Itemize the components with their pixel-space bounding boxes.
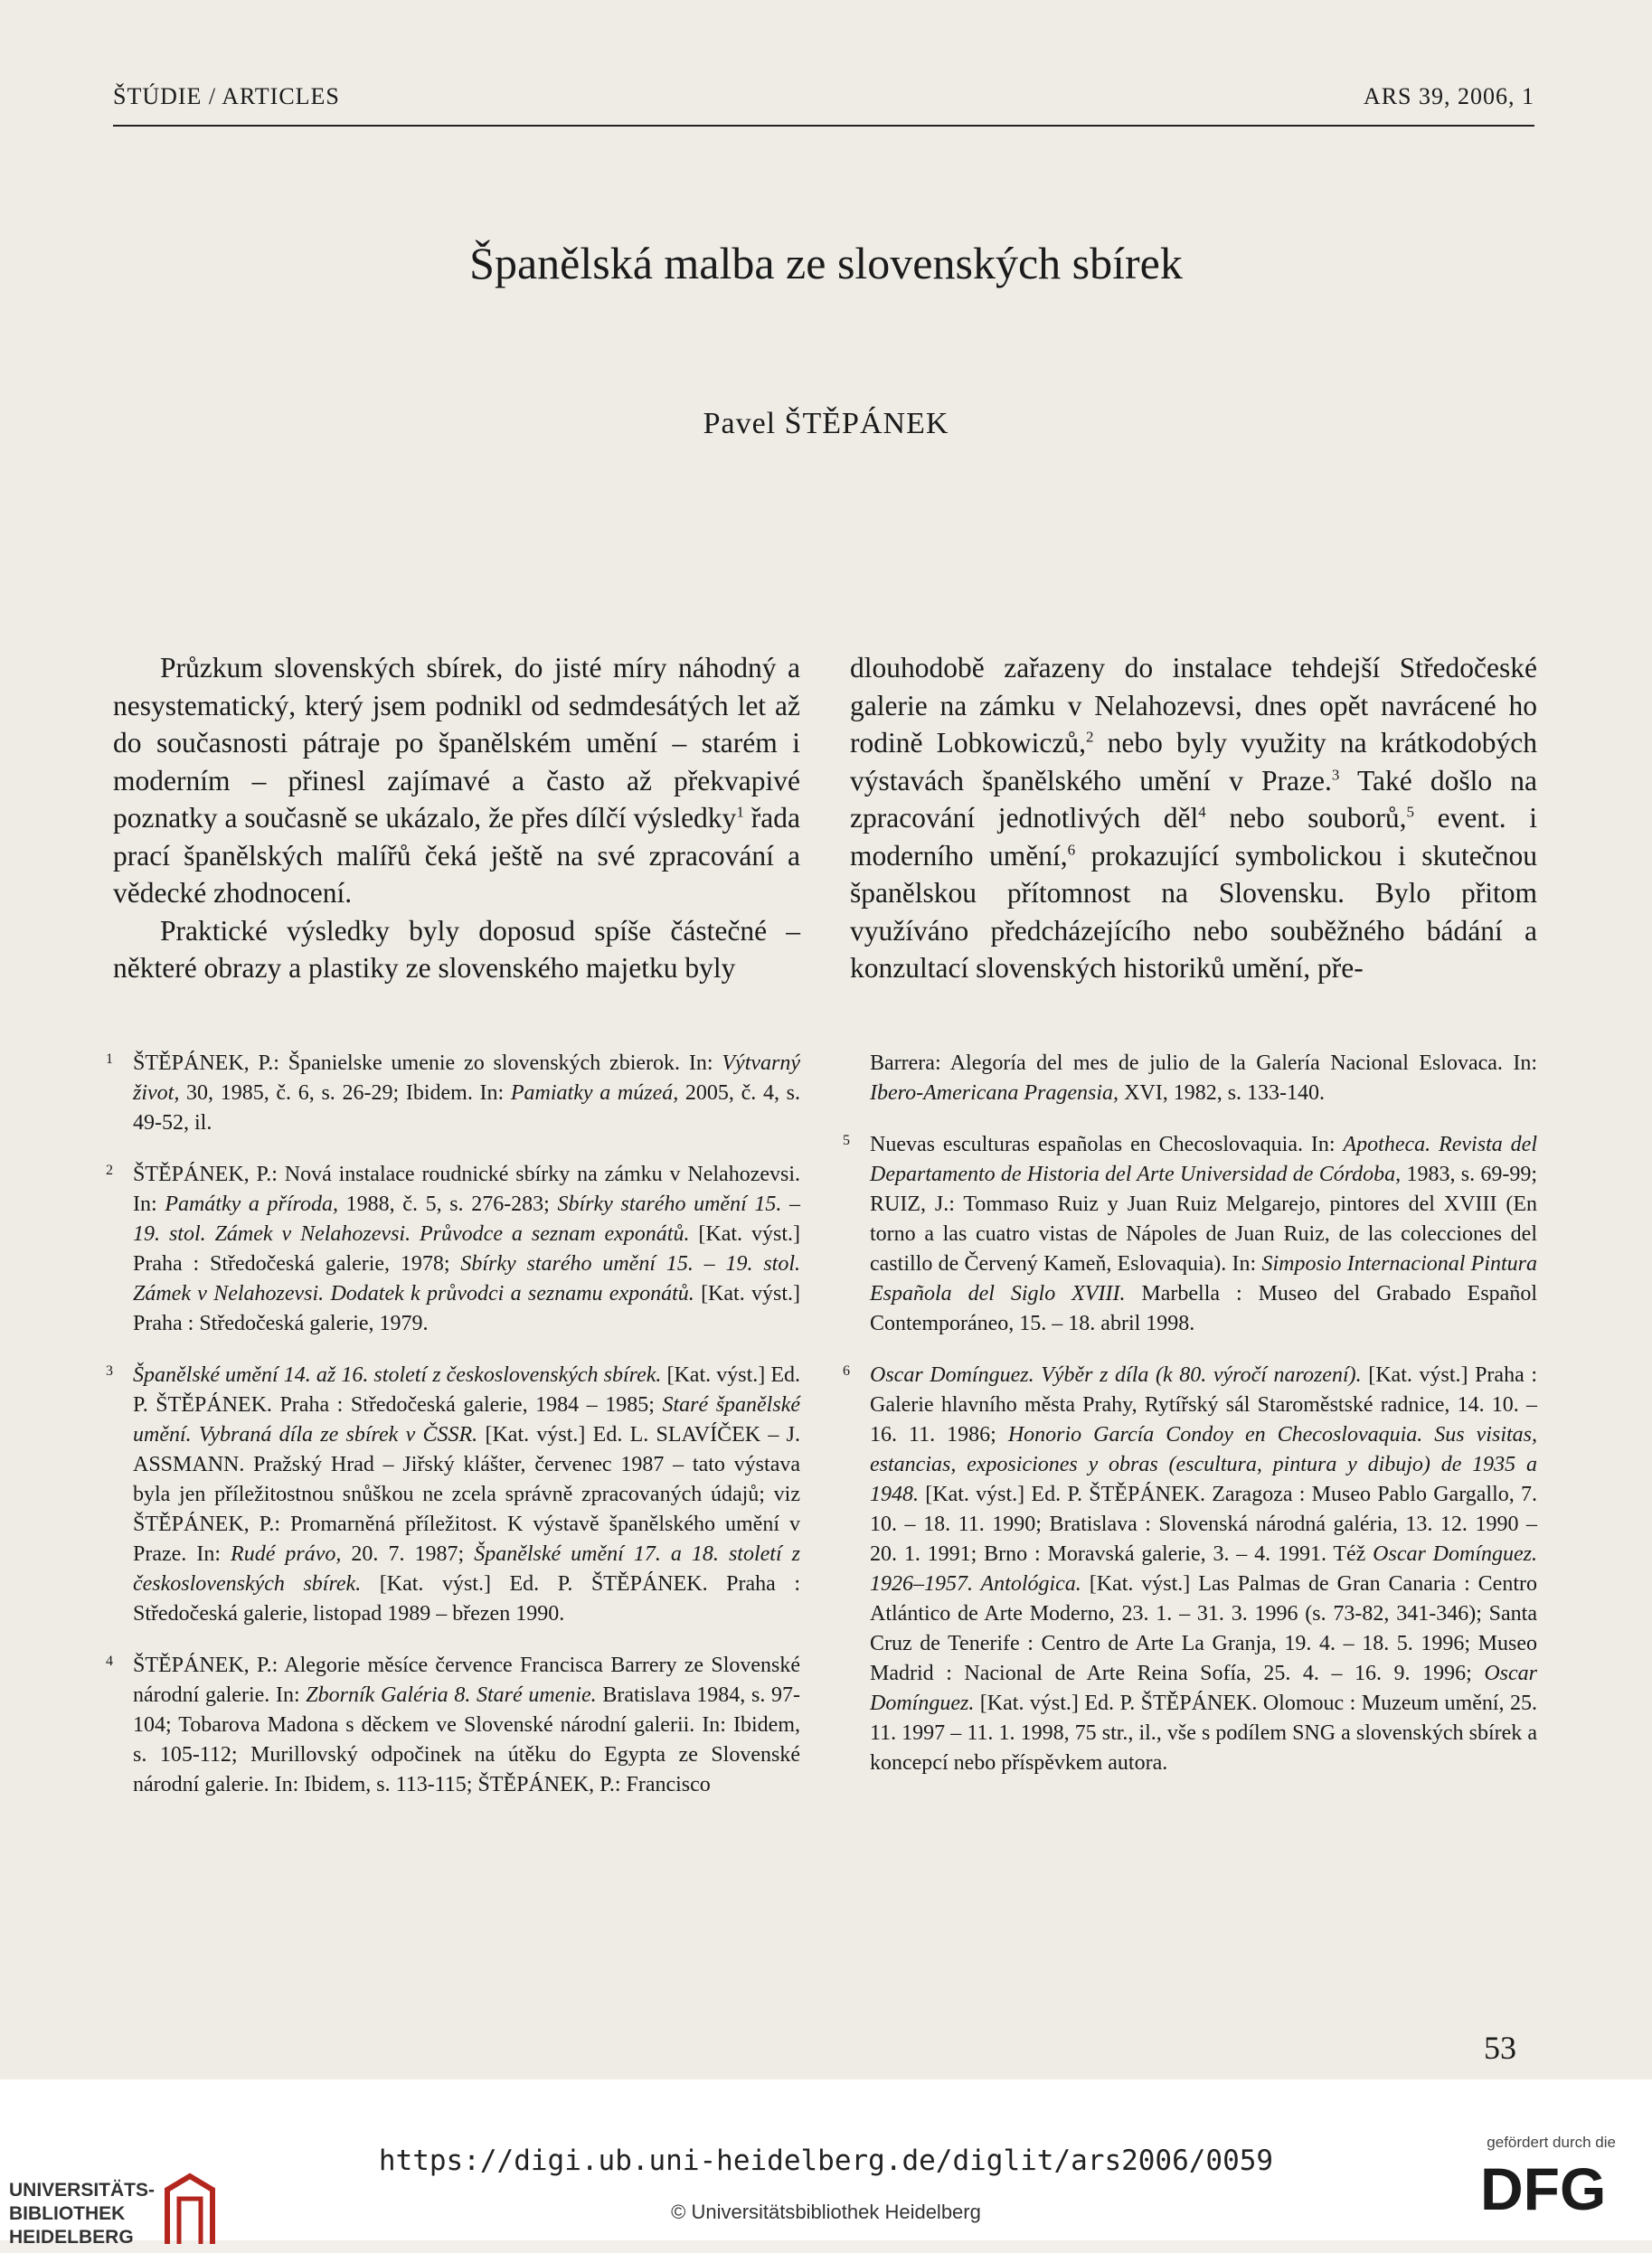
footnote-ref-5[interactable]: 5 [1406, 803, 1415, 821]
digitization-footer [0, 2079, 1652, 2248]
article-title: Španělská malba ze slovenských sbírek [469, 238, 1183, 288]
body-column-left [113, 649, 800, 987]
dfg-logo-icon[interactable] [1480, 2157, 1616, 2220]
running-header-section: ŠTÚDIE / ARTICLES [113, 83, 340, 109]
footnote-ref-2[interactable]: 2 [1085, 728, 1094, 746]
footnote-ref-4[interactable]: 4 [1198, 803, 1206, 821]
page-number: 53 [1484, 2030, 1516, 2066]
body-column-right [850, 649, 1537, 987]
running-header-issue: ARS 39, 2006, 1 [1363, 83, 1534, 109]
footnote-number: 1 [106, 1051, 113, 1067]
footnote-number: 3 [106, 1363, 113, 1379]
footnote-6: 6 Oscar Domínguez. Výběr z díla (k 80. výročí narození). [Kat. výst.] Praha : Galerie hlavního města Prahy, Rytířský sál Staroměstské radnice, 14. 10. – 16. 11. 1986; Honorio García Condoy en Checoslovaquia. Sus visitas, estancias, exposiciones y obras (escultura, pintura y dibujo) de 1935 a 1948. [Kat. výst.] Ed. P. ŠTĚPÁNEK. Zaragoza : Museo Pablo Gargallo, 7. 10. – 18. 11. 1990; Bratislava : Slovenská národná galéria, 13. 12. 1990 – 20. 1. 1991; Brno : Moravská galerie, 3. – 4. 1991. Též Oscar Domínguez. 1926–1957. Antológica. [Kat. výst.] Las Palmas de Gran Canaria : Centro Atlántico de Arte Moderno, 23. 1. – 31. 3. 1996 (s. 73-82, 341-346); Santa Cruz de Tenerife : Centro de Arte La Granja, 19. 4. – 18. 5. 1996; Museo Madrid : Nacional de Arte Reina Sofía, 25. 4. – 16. 9. 1996; Oscar Domínguez. [Kat. výst.] Ed. P. ŠTĚPÁNEK. Olomouc : Muzeum umění, 25. 11. 1997 – 11. 1. 1998, 75 str., il., vše s podílem SNG a slovenských sbírek a koncepcí nebo příspěvkem autora. [850, 1361, 1537, 1778]
footnote-number: 2 [106, 1163, 113, 1178]
body-paragraph-2-cont: dlouhodobě zařazeny do instalace tehdejší Středočeské galerie na zámku v Nelahozevsi, dnes opět navrácené ho rodině Lobkowiczů,$^2$ nebo byly využity na krátkodobých výstavách španělského umění v Praze.$^3$ Také došlo na zpracování jednotlivých děl$^4$ nebo souborů,$^5$ event. i moderního umění,$^6$ prokazující symbolickou i skutečnou španělskou přítomnost na Slovensku. Bylo přitom využíváno předcházejícího nebo souběžného bádání a konzultací slovenských historiků umění, pře- [850, 652, 1537, 984]
copyright-notice: © Universitätsbibliothek Heidelberg [671, 2201, 981, 2223]
body-paragraph-2: Praktické výsledky byly doposud spíše částečné – některé obrazy a plastiky ze slovenského majetku byly [113, 914, 800, 984]
footnote-4: 4 ŠTĚPÁNEK, P.: Alegorie měsíce července Francisca Barrery ze Slovenské národní galerie. In: Zborník Galéria 8. Staré umenie. Bratislava 1984, s. 97-104; Tobarova Madona s děckem ve Slovenské národní galerii. In: Ibidem, s. 105-112; Murillovský odpočinek na útěku do Egypta ze Slovenské národní galerie. In: Ibidem, s. 113-115; ŠTĚPÁNEK, P.: Francisco [113, 1651, 800, 1800]
article-author: Pavel ŠTĚPÁNEK [703, 407, 949, 440]
body-paragraph-1: Průzkum slovenských sbírek, do jisté míry náhodný a nesystematický, který jsem podnikl od sedmdesátých let až do současnosti pátraje po španělském umění – starém i moderním – přinesl zajímavé a často až překvapivé poznatky a současně se ukázalo, že přes dílčí výsledky$^1$ řada prací španělských malířů čeká ještě na své zpracování a vědecké zhodnocení. [113, 652, 801, 909]
footnote-4-continued: Barrera: Alegoría del mes de julio de la Galería Nacional Eslovaca. In: Ibero-Americana Pragensia, XVI, 1982, s. 133-140. [870, 1051, 1537, 1105]
library-name: UNIVERSITÄTS- BIBLIOTHEK HEIDELBERG [9, 2180, 156, 2248]
source-url-link[interactable]: https://digi.ub.uni-heidelberg.de/diglit/ars2006/0059 [378, 2145, 1274, 2177]
header-rule [113, 125, 1534, 127]
footnotes-right [843, 1049, 1538, 1800]
footnote-ref-1[interactable]: 1 [736, 803, 744, 821]
footnote-3: 3 Španělské umění 14. až 16. století z československých sbírek. [Kat. výst.] Ed. P. ŠTĚPÁNEK. Praha : Středočeská galerie, 1984 – 1985; Staré španělské umění. Vybraná díla ze sbírek v ČSSR. [Kat. výst.] Ed. L. SLAVÍČEK – J. ASSMANN. Pražský Hrad – Jiřský klášter, červenec 1987 – tato výstava byla jen příležitostnou snůškou ne zcela správně zpracovaných údajů; viz ŠTĚPÁNEK, P.: Promarněná příležitost. K výstavě španělského umění v Praze. In: Rudé právo, 20. 7. 1987; Španělské umění 17. a 18. století z československých sbírek. [Kat. výst.] Ed. P. ŠTĚPÁNEK. Praha : Středočeská galerie, listopad 1989 – březen 1990. [113, 1361, 800, 1629]
dfg-logo-text: DFG [1480, 2157, 1607, 2220]
footnote-1: 1 ŠTĚPÁNEK, P.: Španielske umenie zo slovenských zbierok. In: Výtvarný život, 30, 1985, č. 6, s. 26-29; Ibidem. In: Pamiatky a múzeá, 2005, č. 4, s. 49-52, il. [113, 1049, 800, 1138]
footnotes-left [106, 1049, 801, 1822]
footnote-ref-3[interactable]: 3 [1331, 766, 1340, 783]
funder-caption: gefördert durch die [1487, 2134, 1616, 2151]
footnote-2: 2 ŠTĚPÁNEK, P.: Nová instalace roudnické sbírky na zámku v Nelahozevsi. In: Památky a příroda, 1988, č. 5, s. 276-283; Sbírky starého umění 15. – 19. stol. Zámek v Nelahozevsi. Průvodce a seznam exponátů. [Kat. výst.] Praha : Středočeská galerie, 1978; Sbírky starého umění 15. – 19. stol. Zámek v Nelahozevsi. Dodatek k průvodci a seznamu exponátů. [Kat. výst.] Praha : Středočeská galerie, 1979. [113, 1160, 800, 1339]
footnote-number: 6 [843, 1363, 850, 1379]
footnote-number: 5 [843, 1133, 850, 1148]
footnote-ref-6[interactable]: 6 [1067, 841, 1076, 858]
footnote-number: 4 [106, 1654, 113, 1669]
footnote-5: 5 Nuevas esculturas españolas en Checoslovaquia. In: Apotheca. Revista del Departamento de Historia del Arte Universidad de Córdoba, 1983, s. 69-99; RUIZ, J.: Tommaso Ruiz y Juan Ruiz Melgarejo, pintores del XVIII (En torno a las cuatro vistas de Nápoles de Juan Ruiz, de las colecciones del castillo de Červený Kameň, Eslovaquia). In: Simposio Internacional Pintura Española del Siglo XVIII. Marbella : Museo del Grabado Español Contemporáneo, 15. – 18. abril 1998. [850, 1130, 1537, 1339]
